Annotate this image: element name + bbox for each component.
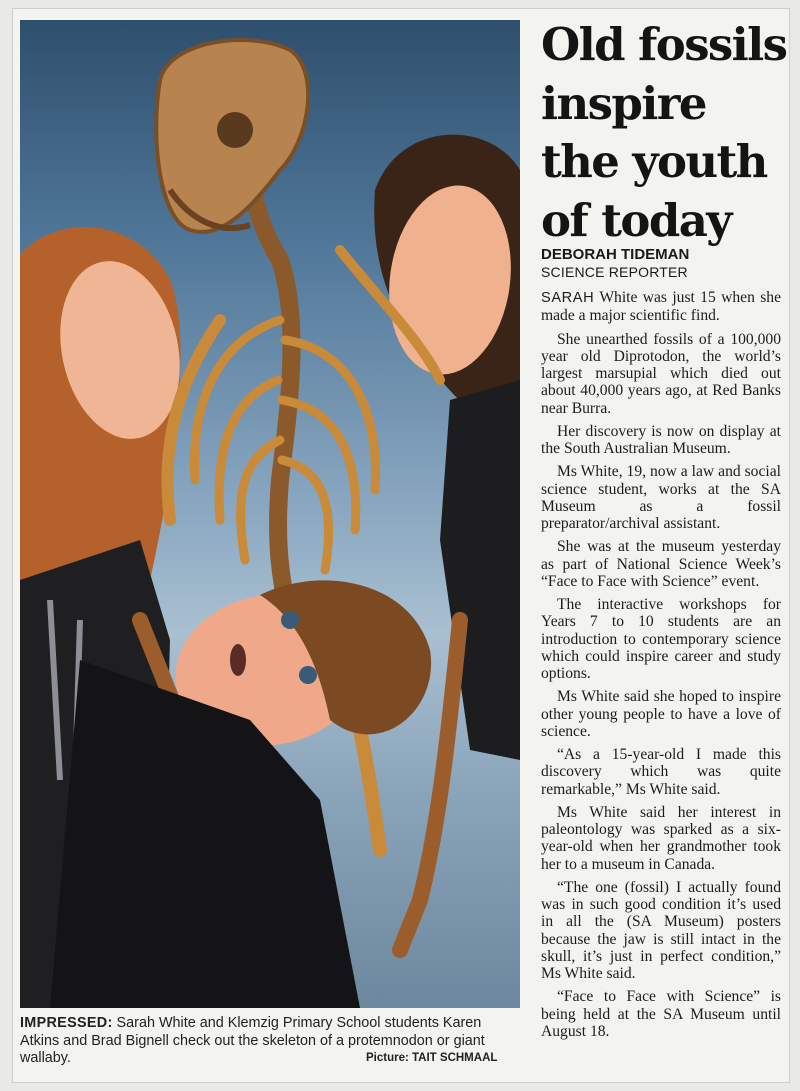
article-paragraph: The interactive workshops for Years 7 to 10 students are an introduction to contemporary science which could inspire career and study options. — [541, 596, 781, 682]
article-paragraph: “Face to Face with Science” is being held at the SA Museum until August 18. — [541, 988, 781, 1040]
caption-keyword: IMPRESSED: — [20, 1015, 113, 1031]
article-body — [541, 289, 781, 1046]
article-paragraph: Her discovery is now on display at the South Australian Museum. — [541, 422, 781, 457]
headline-line: of today — [541, 193, 731, 247]
article-paragraph: She was at the museum yesterday as part of National Science Week’s “Face to Face with Science” event. — [541, 538, 781, 590]
photo-illustration — [20, 20, 520, 1008]
article-paragraph: “The one (fossil) I actually found was in such good condition it’s used in all the (SA Museum) posters because the jaw is still intact in the skull, it’s just in perfect condition,” Ms White said. — [541, 878, 781, 982]
article-paragraph: “As a 15-year-old I made this discovery which was quite remarkable,” Ms White said. — [541, 746, 781, 798]
headline-line: Old fossils — [541, 18, 787, 71]
article-paragraph: Ms White said she hoped to inspire other young people to have a love of science. — [541, 688, 781, 740]
article-paragraph: Ms White, 19, now a law and social science student, works at the SA Museum as a fossil preparator/archival assistant. — [541, 463, 781, 532]
article-paragraph: She unearthed fossils of a 100,000 year old Diprotodon, the world’s largest marsupial which died out about 40,000 years ago, at Red Banks near Burra. — [541, 330, 781, 417]
headline-line: inspire — [541, 76, 706, 130]
author-role: SCIENCE REPORTER — [541, 264, 688, 280]
article-paragraph: SARAH White was just 15 when she made a major scientific find. — [541, 289, 781, 325]
lead-word: SARAH — [541, 290, 595, 306]
author-byline: DEBORAH TIDEMAN — [541, 246, 690, 263]
photo-credit: Picture: TAIT SCHMAAL — [366, 1052, 498, 1064]
caption-text: Sarah White and Klemzig Primary School students Karen Atkins and Brad Bignell check out the skeleton of a protemnodon or giant wallaby. — [20, 1015, 485, 1066]
article-photo — [20, 20, 520, 1008]
article-paragraph: Ms White said her interest in paleontology was sparked as a six-year-old when her grandmother took her to a museum in Canada. — [541, 803, 781, 873]
headline — [541, 16, 791, 250]
headline-line: the youth — [541, 135, 767, 188]
